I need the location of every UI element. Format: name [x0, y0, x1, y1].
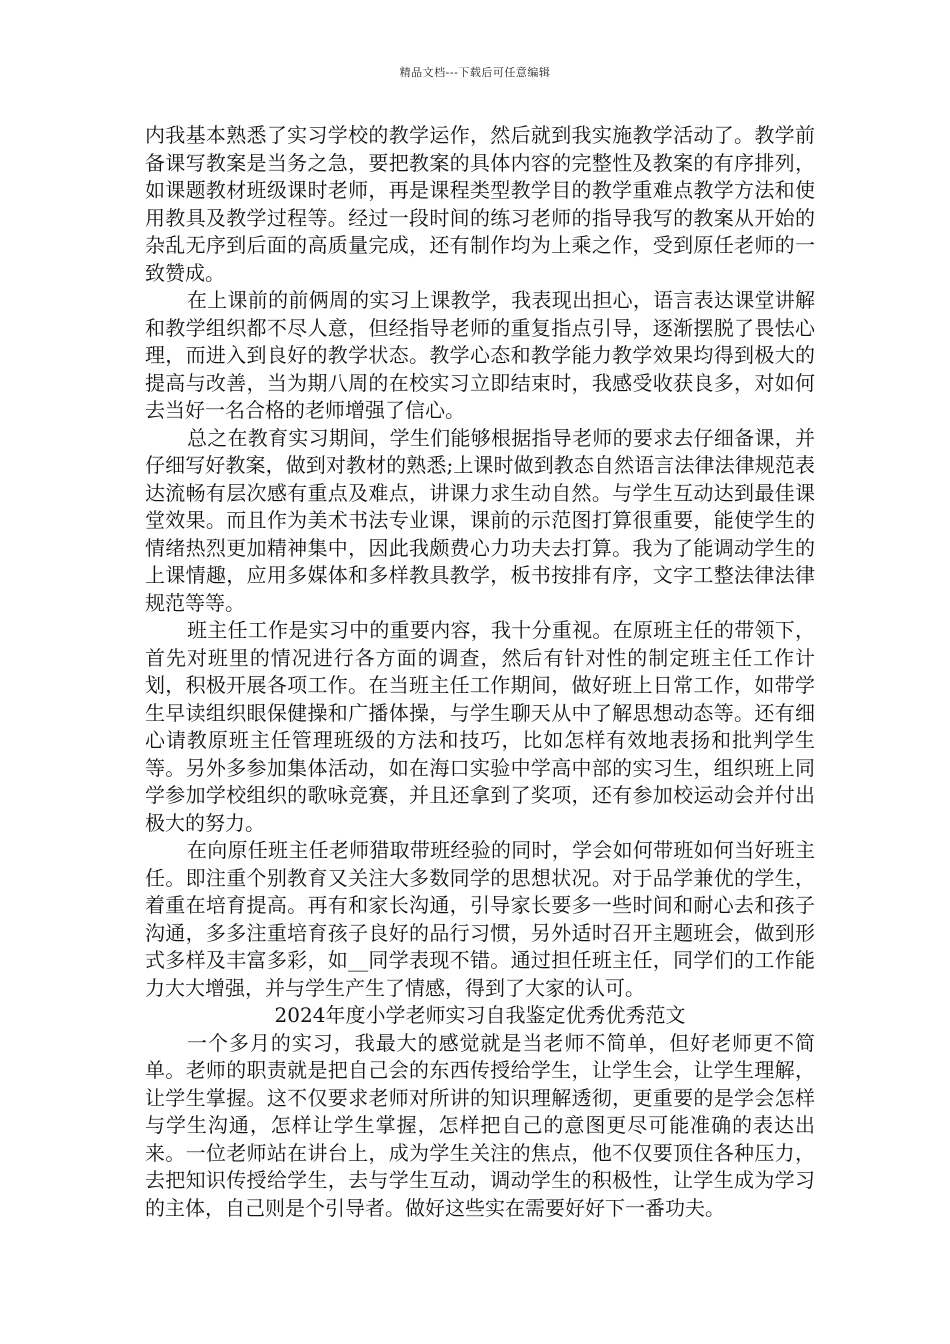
paragraph: 在向原任班主任老师猎取带班经验的同时，学会如何带班如何当好班主任。即注重个别教育又关注大多数同学的思想状况。对于品学兼优的学生，着重在培育提高。再有和家长沟通，引导家长要多一些时间和耐心去和孩子沟通，多多注重培育孩子良好的品行习惯，另外适时召开主题班会，做到形式多样及丰富多彩，如__同学表现不错。通过担任班主任，同学们的工作能力大大增强，并与学生产生了情感，得到了大家的认可。	[145, 838, 815, 1000]
section-title: 2024年度小学老师实习自我鉴定优秀优秀范文	[274, 1003, 686, 1027]
page-header: 精品文档---下载后可任意编辑	[399, 66, 551, 79]
paragraph-continuation: 内我基本熟悉了实习学校的教学运作，然后就到我实施教学活动了。教学前备课写教案是当务之急，要把教案的具体内容的完整性及教案的有序排列，如课题教材班级课时老师，再是课程类型教学目的教学重难点教学方法和使用教具及教学过程等。经过一段时间的练习老师的指导我写的教案从开始的杂乱无序到后面的高质量完成，还有制作均为上乘之作，受到原任老师的一致赞成。	[145, 123, 815, 285]
paragraph: 一个多月的实习，我最大的感觉就是当老师不简单，但好老师更不简单。老师的职责就是把自己会的东西传授给学生，让学生会，让学生理解，让学生掌握。这不仅要求老师对所讲的知识理解透彻，更重要的是学会怎样与学生沟通，怎样让学生掌握，怎样把自己的意图更尽可能准确的表达出来。一位老师站在讲台上，成为学生关注的焦点，他不仅要顶住各种压力，去把知识传授给学生，去与学生互动，调动学生的积极性，让学生成为学习的主体，自己则是个引导者。做好这些实在需要好好下一番功夫。	[145, 1030, 815, 1220]
paragraph: 班主任工作是实习中的重要内容，我十分重视。在原班主任的带领下，首先对班里的情况进行各方面的调查，然后有针对性的制定班主任工作计划，积极开展各项工作。在当班主任工作期间，做好班上日常工作，如带学生早读组织眼保健操和广播体操，与学生聊天从中了解思想动态等。还有细心请教原班主任管理班级的方法和技巧，比如怎样有效地表扬和批判学生等。另外多参加集体活动，如在海口实验中学高中部的实习生，组织班上同学参加学校组织的歌咏竞赛，并且还拿到了奖项，还有参加校运动会并付出极大的努力。	[145, 618, 815, 835]
paragraph: 在上课前的前俩周的实习上课教学，我表现出担心，语言表达课堂讲解和教学组织都不尽人意，但经指导老师的重复指点引导，逐渐摆脱了畏怯心理，而进入到良好的教学状态。教学心态和教学能力教学效果均得到极大的提高与改善，当为期八周的在校实习立即结束时，我感受收获良多，对如何去当好一名合格的老师增强了信心。	[145, 288, 815, 422]
paragraph: 总之在教育实习期间，学生们能够根据指导老师的要求去仔细备课，并仔细写好教案，做到对教材的熟悉;上课时做到教态自然语言法律法律规范表达流畅有层次感有重点及难点，讲课力求生动自然。与学生互动达到最佳课堂效果。而且作为美术书法专业课，课前的示范图打算很重要，能使学生的情绪热烈更加精神集中，因此我颇费心力功夫去打算。我为了能调动学生的上课情趣，应用多媒体和多样教具教学，板书按排有序，文字工整法律法律规范等等。	[145, 425, 815, 615]
document-body	[145, 122, 815, 1222]
